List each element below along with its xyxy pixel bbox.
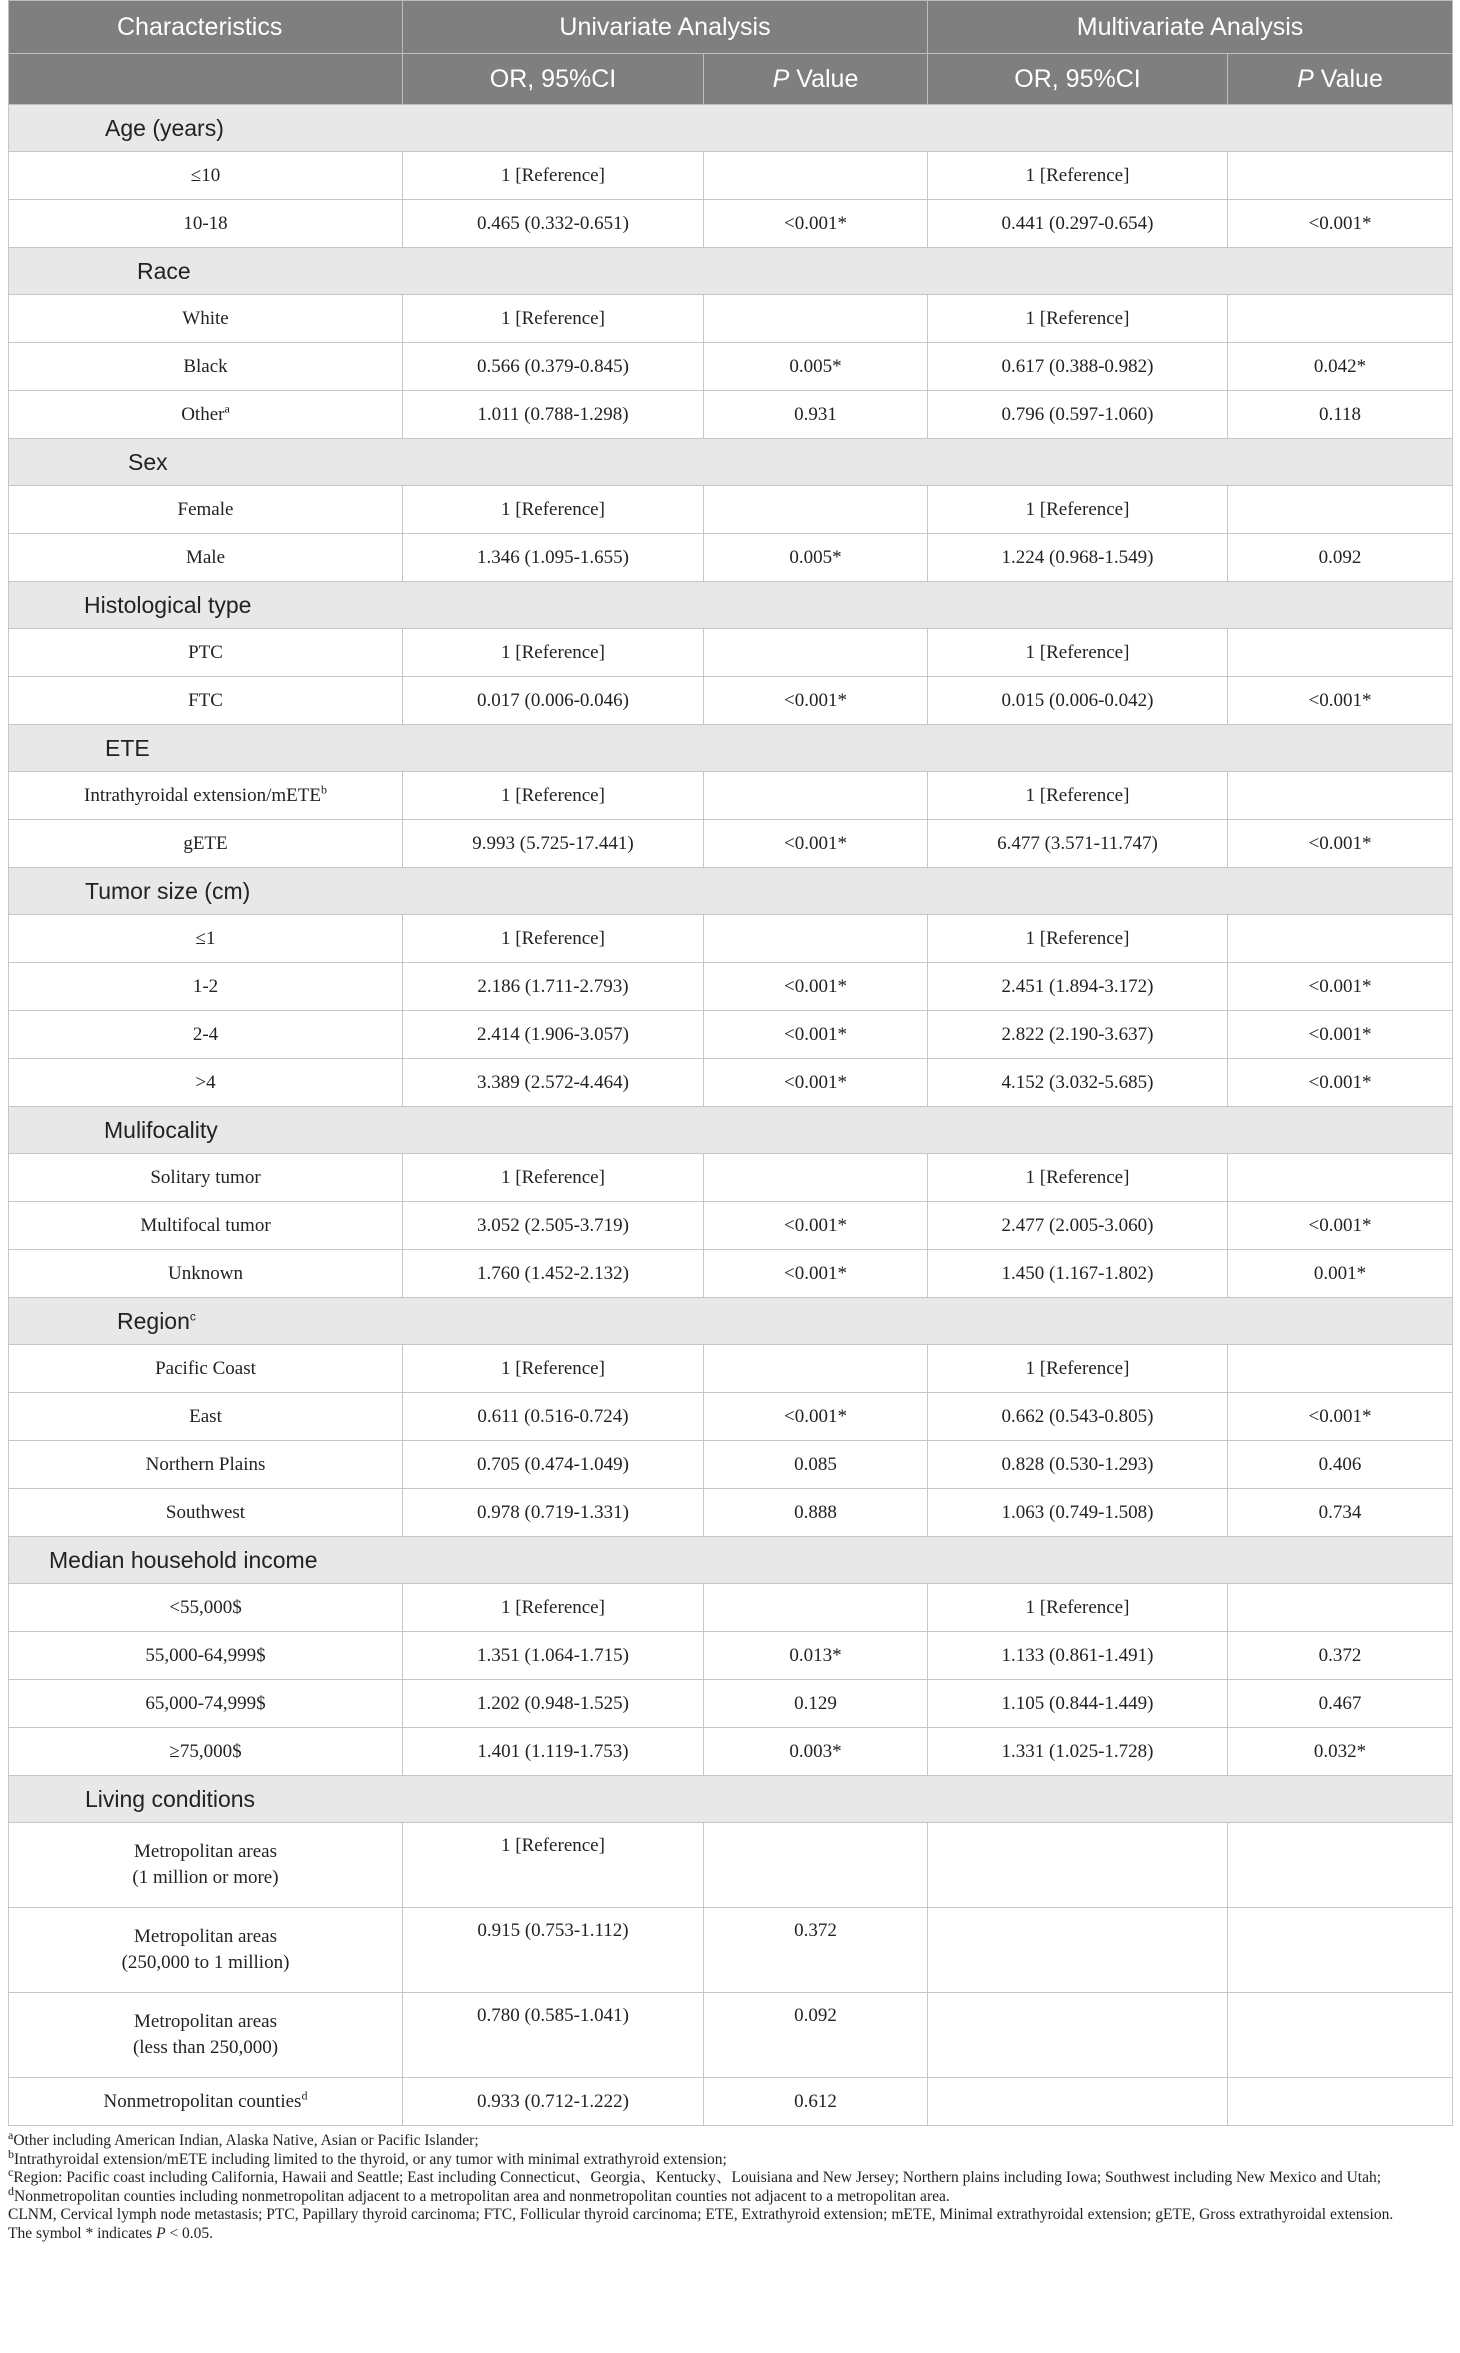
multivariate-or-cell: 1 [Reference] — [928, 629, 1228, 677]
table-row — [9, 295, 1453, 343]
row-label — [9, 1059, 403, 1107]
univariate-p-cell — [704, 1584, 928, 1632]
category-row — [9, 1537, 1453, 1584]
row-label — [9, 963, 403, 1011]
multivariate-or-cell: 0.441 (0.297-0.654) — [928, 200, 1228, 248]
table-row — [9, 534, 1453, 582]
row-label — [9, 1202, 403, 1250]
row-label-text: Metropolitan areas — [134, 1926, 277, 1947]
row-label — [9, 1441, 403, 1489]
multivariate-p-cell: 0.032* — [1228, 1728, 1453, 1776]
row-label-text: Metropolitan areas — [134, 1841, 277, 1862]
category-label: Living conditions — [85, 1786, 256, 1812]
row-label — [9, 1584, 403, 1632]
category-cell — [9, 868, 1453, 915]
multivariate-p-cell: <0.001* — [1228, 1059, 1453, 1107]
univariate-or-cell: 2.414 (1.906-3.057) — [403, 1011, 704, 1059]
row-footnote-marker: a — [224, 401, 230, 416]
univariate-p-cell — [704, 629, 928, 677]
footnote-text: Other including American Indian, Alaska Native, Asian or Pacific Islander; — [13, 2132, 479, 2149]
univariate-p-cell — [704, 152, 928, 200]
row-label-subtext: (1 million or more) — [132, 1867, 279, 1888]
table-row — [9, 1011, 1453, 1059]
row-label — [9, 1993, 403, 2078]
univariate-p-cell: <0.001* — [704, 1202, 928, 1250]
univariate-p-cell — [704, 1345, 928, 1393]
table-row — [9, 2078, 1453, 2126]
row-label — [9, 677, 403, 725]
multivariate-or-cell: 1 [Reference] — [928, 295, 1228, 343]
univariate-or-cell: 1 [Reference] — [403, 772, 704, 820]
univariate-or-cell: 1.760 (1.452-2.132) — [403, 1250, 704, 1298]
table-row — [9, 152, 1453, 200]
univariate-p-cell: <0.001* — [704, 820, 928, 868]
univariate-p-cell: <0.001* — [704, 963, 928, 1011]
row-label — [9, 915, 403, 963]
row-label — [9, 391, 403, 439]
row-label-text: Pacific Coast — [155, 1357, 256, 1379]
univariate-p-cell — [704, 772, 928, 820]
multivariate-or-cell: 0.617 (0.388-0.982) — [928, 343, 1228, 391]
multivariate-or-cell: 2.451 (1.894-3.172) — [928, 963, 1228, 1011]
row-label-text: Black — [183, 355, 228, 377]
multivariate-or-cell: 1.450 (1.167-1.802) — [928, 1250, 1228, 1298]
multivariate-p-cell: 0.092 — [1228, 534, 1453, 582]
category-label: Race — [137, 258, 191, 284]
row-label-text: Nonmetropolitan counties — [103, 2090, 302, 2112]
table-row — [9, 1993, 1453, 2078]
univariate-p-cell: <0.001* — [704, 1011, 928, 1059]
table-row — [9, 1584, 1453, 1632]
univariate-or-cell: 0.978 (0.719-1.331) — [403, 1489, 704, 1537]
row-label-text: ≤10 — [190, 164, 221, 186]
multivariate-or-cell: 1 [Reference] — [928, 772, 1228, 820]
multivariate-or-cell: 4.152 (3.032-5.685) — [928, 1059, 1228, 1107]
row-label — [9, 1823, 403, 1908]
univariate-or-cell: 0.611 (0.516-0.724) — [403, 1393, 704, 1441]
multivariate-or-cell: 0.662 (0.543-0.805) — [928, 1393, 1228, 1441]
category-label: ETE — [105, 735, 150, 761]
category-cell — [9, 439, 1453, 486]
multivariate-or-cell — [928, 2078, 1228, 2126]
header-univariate-p — [704, 54, 928, 105]
univariate-p-cell — [704, 486, 928, 534]
multivariate-p-cell: 0.042* — [1228, 343, 1453, 391]
univariate-or-cell: 1.011 (0.788-1.298) — [403, 391, 704, 439]
multivariate-p-cell — [1228, 295, 1453, 343]
row-label — [9, 772, 403, 820]
multivariate-p-cell — [1228, 1823, 1453, 1908]
category-footnote-marker: c — [189, 1309, 196, 1324]
univariate-p-cell: <0.001* — [704, 1250, 928, 1298]
table-row — [9, 1823, 1453, 1908]
p-value-label: Value — [789, 64, 859, 93]
footnotes — [8, 2127, 1452, 2243]
category-label: Tumor size (cm) — [85, 878, 251, 904]
row-label-text: 1-2 — [192, 975, 219, 997]
multivariate-or-cell: 1.133 (0.861-1.491) — [928, 1632, 1228, 1680]
footnote-b — [8, 2146, 1452, 2170]
univariate-p-cell: 0.612 — [704, 2078, 928, 2126]
row-label-text: ≤1 — [195, 927, 216, 949]
table-row — [9, 1202, 1453, 1250]
header-univariate: Univariate Analysis — [403, 1, 928, 54]
table-row — [9, 1728, 1453, 1776]
row-label-text: Intrathyroidal extension/mETE — [84, 784, 321, 806]
row-label-text: East — [189, 1405, 222, 1427]
multivariate-p-cell — [1228, 152, 1453, 200]
multivariate-or-cell: 1.063 (0.749-1.508) — [928, 1489, 1228, 1537]
univariate-p-cell: 0.372 — [704, 1908, 928, 1993]
univariate-or-cell: 1 [Reference] — [403, 629, 704, 677]
category-cell — [9, 105, 1453, 152]
category-row — [9, 1298, 1453, 1345]
multivariate-or-cell: 2.477 (2.005-3.060) — [928, 1202, 1228, 1250]
row-label-text: Male — [185, 546, 226, 568]
footnote-a — [8, 2127, 1452, 2151]
multivariate-or-cell: 1.331 (1.025-1.728) — [928, 1728, 1228, 1776]
table-row — [9, 677, 1453, 725]
category-label: Age (years) — [105, 115, 224, 141]
table-row — [9, 915, 1453, 963]
row-label — [9, 820, 403, 868]
multivariate-or-cell — [928, 1823, 1228, 1908]
symbol-p: P — [156, 2224, 166, 2242]
row-label-text: 65,000-74,999$ — [145, 1692, 266, 1714]
univariate-or-cell: 1 [Reference] — [403, 1823, 704, 1908]
univariate-or-cell: 0.465 (0.332-0.651) — [403, 200, 704, 248]
multivariate-or-cell: 0.828 (0.530-1.293) — [928, 1441, 1228, 1489]
univariate-or-cell: 9.993 (5.725-17.441) — [403, 820, 704, 868]
univariate-or-cell: 0.915 (0.753-1.112) — [403, 1908, 704, 1993]
table-row — [9, 629, 1453, 677]
table-row — [9, 1154, 1453, 1202]
footnote-marker: d — [8, 2183, 14, 2198]
footnote-abbreviations: CLNM, Cervical lymph node metastasis; PTC, Papillary thyroid carcinoma; FTC, Follicular thyroid carcinoma; ETE, Extrathyroid extension; mETE, Minimal extrathyroidal extension; gETE, Gross extrathyroidal extension. — [8, 2206, 1394, 2223]
multivariate-or-cell: 1 [Reference] — [928, 1345, 1228, 1393]
table-body — [9, 105, 1453, 2126]
multivariate-p-cell — [1228, 1908, 1453, 1993]
multivariate-p-cell: <0.001* — [1228, 1011, 1453, 1059]
multivariate-p-cell — [1228, 1584, 1453, 1632]
symbol-text: The symbol * indicates — [8, 2224, 157, 2242]
table-row — [9, 1250, 1453, 1298]
univariate-or-cell: 1 [Reference] — [403, 1345, 704, 1393]
univariate-or-cell: 2.186 (1.711-2.793) — [403, 963, 704, 1011]
row-label-text: FTC — [188, 689, 223, 711]
category-cell — [9, 1776, 1453, 1823]
multivariate-p-cell: <0.001* — [1228, 963, 1453, 1011]
multivariate-p-cell — [1228, 486, 1453, 534]
header-characteristics: Characteristics — [9, 1, 403, 54]
category-cell — [9, 582, 1453, 629]
multivariate-p-cell: 0.406 — [1228, 1441, 1453, 1489]
univariate-or-cell: 0.705 (0.474-1.049) — [403, 1441, 704, 1489]
multivariate-p-cell: 0.467 — [1228, 1680, 1453, 1728]
univariate-or-cell: 1 [Reference] — [403, 295, 704, 343]
table-row — [9, 1632, 1453, 1680]
row-label — [9, 1632, 403, 1680]
category-cell — [9, 1537, 1453, 1584]
table-row — [9, 1393, 1453, 1441]
univariate-p-cell: 0.013* — [704, 1632, 928, 1680]
univariate-p-cell: <0.001* — [704, 200, 928, 248]
multivariate-p-cell — [1228, 1993, 1453, 2078]
multivariate-or-cell — [928, 1993, 1228, 2078]
univariate-p-cell: 0.129 — [704, 1680, 928, 1728]
univariate-p-cell: 0.092 — [704, 1993, 928, 2078]
category-label: Histological type — [84, 592, 252, 618]
table-row — [9, 343, 1453, 391]
table-row — [9, 391, 1453, 439]
multivariate-p-cell — [1228, 1345, 1453, 1393]
univariate-or-cell: 1.346 (1.095-1.655) — [403, 534, 704, 582]
header-univariate-or: OR, 95%CI — [403, 54, 704, 105]
table-row — [9, 1059, 1453, 1107]
row-label — [9, 200, 403, 248]
multivariate-p-cell — [1228, 915, 1453, 963]
row-label-text: Other — [181, 403, 225, 425]
univariate-or-cell: 1.401 (1.119-1.753) — [403, 1728, 704, 1776]
univariate-p-cell: 0.005* — [704, 343, 928, 391]
multivariate-p-cell — [1228, 629, 1453, 677]
univariate-p-cell — [704, 1154, 928, 1202]
univariate-or-cell: 1.351 (1.064-1.715) — [403, 1632, 704, 1680]
row-label — [9, 1728, 403, 1776]
multivariate-or-cell: 1 [Reference] — [928, 915, 1228, 963]
row-label-text: Northern Plains — [145, 1453, 266, 1475]
univariate-p-cell: <0.001* — [704, 1059, 928, 1107]
multivariate-or-cell: 2.822 (2.190-3.637) — [928, 1011, 1228, 1059]
footnote-text: Nonmetropolitan counties including nonmetropolitan adjacent to a metropolitan area and nonmetropolitan counties not adjacent to a metropolitan area. — [14, 2187, 950, 2205]
multivariate-p-cell — [1228, 772, 1453, 820]
table-row — [9, 1441, 1453, 1489]
footnote-d — [8, 2183, 1452, 2207]
univariate-p-cell — [704, 915, 928, 963]
header-multivariate: Multivariate Analysis — [928, 1, 1453, 54]
header-blank — [9, 54, 403, 105]
category-cell — [9, 248, 1453, 295]
univariate-p-cell: <0.001* — [704, 1393, 928, 1441]
multivariate-p-cell: <0.001* — [1228, 1202, 1453, 1250]
row-label-text: Female — [177, 498, 234, 520]
univariate-p-cell: 0.005* — [704, 534, 928, 582]
header-multivariate-or: OR, 95%CI — [928, 54, 1228, 105]
row-label — [9, 1011, 403, 1059]
table-container — [8, 0, 1452, 2243]
multivariate-p-cell: <0.001* — [1228, 200, 1453, 248]
footnote-symbol — [8, 2225, 1452, 2244]
category-row — [9, 105, 1453, 152]
category-row — [9, 248, 1453, 295]
multivariate-p-cell: 0.001* — [1228, 1250, 1453, 1298]
row-label-text: 55,000-64,999$ — [145, 1644, 266, 1666]
footnote-marker: c — [8, 2164, 14, 2179]
row-label — [9, 1345, 403, 1393]
category-row — [9, 725, 1453, 772]
multivariate-p-cell — [1228, 1154, 1453, 1202]
row-label — [9, 1393, 403, 1441]
multivariate-p-cell: 0.118 — [1228, 391, 1453, 439]
univariate-or-cell: 1 [Reference] — [403, 1584, 704, 1632]
row-footnote-marker: d — [301, 2088, 308, 2103]
multivariate-or-cell: 1.224 (0.968-1.549) — [928, 534, 1228, 582]
univariate-or-cell: 1 [Reference] — [403, 1154, 704, 1202]
multivariate-p-cell: 0.734 — [1228, 1489, 1453, 1537]
multivariate-or-cell: 6.477 (3.571-11.747) — [928, 820, 1228, 868]
multivariate-or-cell: 1 [Reference] — [928, 486, 1228, 534]
univariate-p-cell: <0.001* — [704, 677, 928, 725]
multivariate-p-cell: <0.001* — [1228, 820, 1453, 868]
univariate-p-cell — [704, 295, 928, 343]
category-row — [9, 439, 1453, 486]
univariate-or-cell: 3.389 (2.572-4.464) — [403, 1059, 704, 1107]
univariate-or-cell: 3.052 (2.505-3.719) — [403, 1202, 704, 1250]
multivariate-p-cell: <0.001* — [1228, 1393, 1453, 1441]
p-value-label: Value — [1313, 64, 1383, 93]
multivariate-or-cell — [928, 1908, 1228, 1993]
univariate-p-cell: 0.003* — [704, 1728, 928, 1776]
univariate-p-cell: 0.888 — [704, 1489, 928, 1537]
table-row — [9, 963, 1453, 1011]
footnote-marker: a — [8, 2127, 14, 2142]
univariate-p-cell: 0.931 — [704, 391, 928, 439]
multivariate-p-cell — [1228, 2078, 1453, 2126]
regression-table — [8, 0, 1453, 2126]
header-multivariate-p — [1228, 54, 1453, 105]
multivariate-or-cell: 1 [Reference] — [928, 1154, 1228, 1202]
row-label-subtext: (250,000 to 1 million) — [121, 1952, 290, 1973]
row-label-text: <55,000$ — [169, 1596, 242, 1618]
multivariate-or-cell: 0.015 (0.006-0.042) — [928, 677, 1228, 725]
footnote-marker: b — [8, 2146, 14, 2161]
row-label-text: 10-18 — [183, 212, 228, 234]
multivariate-or-cell: 0.796 (0.597-1.060) — [928, 391, 1228, 439]
multivariate-p-cell: 0.372 — [1228, 1632, 1453, 1680]
univariate-p-cell — [704, 1823, 928, 1908]
multivariate-or-cell: 1.105 (0.844-1.449) — [928, 1680, 1228, 1728]
multivariate-or-cell: 1 [Reference] — [928, 152, 1228, 200]
univariate-or-cell: 0.566 (0.379-0.845) — [403, 343, 704, 391]
row-label-text: Metropolitan areas — [134, 2011, 277, 2032]
row-label — [9, 1489, 403, 1537]
category-label: Sex — [128, 449, 168, 475]
row-label — [9, 1908, 403, 1993]
row-label — [9, 343, 403, 391]
row-label-text: PTC — [188, 641, 223, 663]
row-label-subtext: (less than 250,000) — [132, 2037, 279, 2058]
row-label — [9, 152, 403, 200]
table-row — [9, 1489, 1453, 1537]
row-label — [9, 1250, 403, 1298]
row-label-text: ≥75,000$ — [169, 1740, 242, 1762]
multivariate-or-cell: 1 [Reference] — [928, 1584, 1228, 1632]
category-cell — [9, 1107, 1453, 1154]
univariate-p-cell: 0.085 — [704, 1441, 928, 1489]
row-label — [9, 629, 403, 677]
category-cell — [9, 725, 1453, 772]
row-label — [9, 1680, 403, 1728]
row-label — [9, 486, 403, 534]
row-label — [9, 534, 403, 582]
category-cell — [9, 1298, 1453, 1345]
category-row — [9, 1107, 1453, 1154]
row-label-text: 2-4 — [192, 1023, 219, 1045]
row-label — [9, 1154, 403, 1202]
category-row — [9, 582, 1453, 629]
univariate-or-cell: 1 [Reference] — [403, 152, 704, 200]
row-label-text: White — [182, 307, 229, 329]
row-label — [9, 295, 403, 343]
footnote-text: Region: Pacific coast including California, Hawaii and Seattle; East including Connecticut、Georgia、Kentucky、Louisiana and New Jersey; Northern plains including Iowa; Southwest including New Mexico and Utah; — [13, 2169, 1382, 2186]
p-italic: P — [772, 64, 790, 93]
univariate-or-cell: 0.780 (0.585-1.041) — [403, 1993, 704, 2078]
table-row — [9, 486, 1453, 534]
row-label-text: gETE — [183, 832, 228, 854]
table-row — [9, 772, 1453, 820]
row-label-text: Southwest — [165, 1501, 246, 1523]
row-label-text: Unknown — [168, 1262, 243, 1284]
table-row — [9, 1680, 1453, 1728]
table-row — [9, 1908, 1453, 1993]
row-footnote-marker: b — [320, 782, 327, 797]
category-row — [9, 868, 1453, 915]
footnote-c — [8, 2164, 1452, 2188]
row-label — [9, 2078, 403, 2126]
row-label-text: >4 — [195, 1071, 216, 1093]
category-label: Mulifocality — [104, 1117, 218, 1143]
p-italic: P — [1297, 64, 1314, 93]
row-label-text: Solitary tumor — [150, 1166, 261, 1188]
row-label-text: Multifocal tumor — [140, 1214, 271, 1236]
category-row — [9, 1776, 1453, 1823]
multivariate-p-cell: <0.001* — [1228, 677, 1453, 725]
symbol-text-end: < 0.05. — [165, 2224, 214, 2242]
univariate-or-cell: 1 [Reference] — [403, 915, 704, 963]
univariate-or-cell: 0.017 (0.006-0.046) — [403, 677, 704, 725]
footnote-text: Intrathyroidal extension/mETE including limited to the thyroid, or any tumor with minimal extrathyroid extension; — [14, 2150, 727, 2168]
table-row — [9, 200, 1453, 248]
univariate-or-cell: 1 [Reference] — [403, 486, 704, 534]
category-label: Region — [117, 1308, 190, 1334]
category-label: Median household income — [49, 1547, 318, 1573]
univariate-or-cell: 0.933 (0.712-1.222) — [403, 2078, 704, 2126]
table-row — [9, 820, 1453, 868]
univariate-or-cell: 1.202 (0.948-1.525) — [403, 1680, 704, 1728]
table-row — [9, 1345, 1453, 1393]
